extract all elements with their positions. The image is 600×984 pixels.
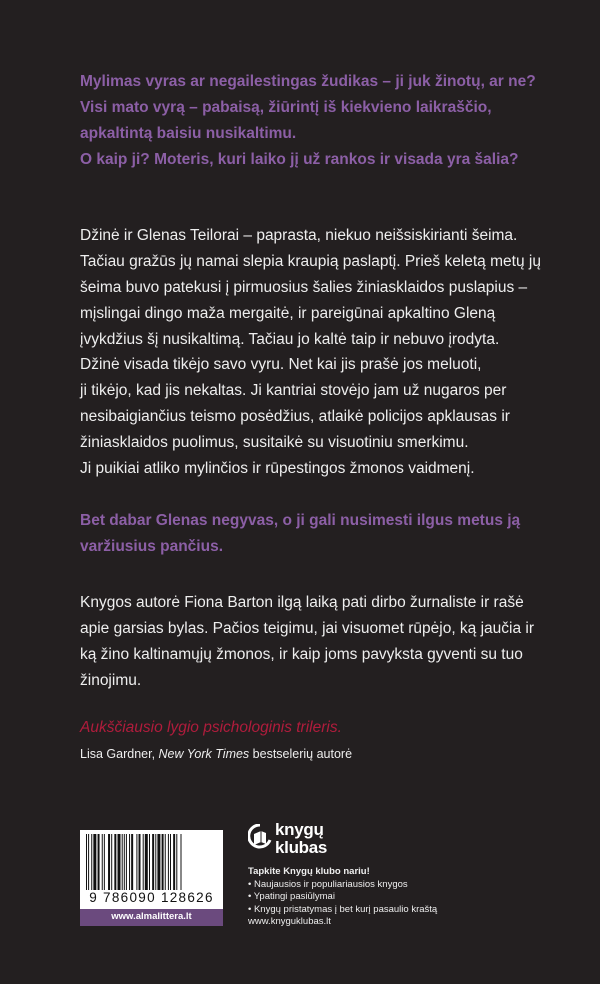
paragraph-line: apie garsias bylas. Pačios teigimu, jai visuomet rūpėjo, ką jaučia ir: [80, 620, 535, 637]
barcode-bar: [114, 834, 116, 890]
paragraph-line: šeima buvo patekusi į pirmuosius šalies žiniasklaidos puslapius –: [80, 279, 528, 296]
barcode-bar: [145, 834, 148, 890]
barcode-bar: [139, 834, 141, 890]
barcode-bar: [86, 834, 87, 890]
barcode-bar: [131, 834, 133, 890]
barcode-bar: [91, 834, 92, 890]
barcode-bar: [157, 834, 160, 890]
barcode-bar: [155, 834, 156, 890]
barcode-bar: [176, 834, 177, 890]
barcode-bar: [111, 834, 112, 890]
book-club-icon: [248, 824, 272, 854]
paragraph-line: Džinė ir Glenas Teilorai – paprasta, niekuo neišsiskirianti šeima.: [80, 227, 518, 244]
barcode-bar: [181, 834, 182, 890]
publisher-url[interactable]: www.almalittera.lt: [111, 911, 192, 922]
barcode-bars: [86, 834, 217, 890]
barcode-bar: [108, 834, 110, 890]
barcode-bar: [88, 834, 89, 890]
hook-line: apkaltintą baisiu nusikaltimu.: [80, 125, 297, 142]
publisher-url-bar: [80, 909, 223, 926]
barcode-bar: [102, 834, 103, 890]
logo-text-line2: klubas: [275, 838, 328, 857]
barcode-bar: [122, 834, 123, 890]
barcode-bar: [149, 834, 150, 890]
hook-line: O kaip ji? Moteris, kuri laiko jį už rankos ir visada yra šalia?: [80, 151, 519, 168]
club-benefit: • Knygų pristatymas į bet kurį pasaulio kraštą: [248, 903, 438, 915]
reviewer-title: bestselerių autorė: [252, 747, 353, 761]
barcode-bar: [162, 834, 164, 890]
paragraph-line: ji tikėjo, kad jis nekaltas. Ji kantriai stovėjo jam už nugaros per: [80, 382, 507, 399]
barcode-bar: [173, 834, 175, 890]
book-club-logo: [248, 820, 338, 860]
twist-line: Bet dabar Glenas negyvas, o ji gali nusimesti ilgus metus ją: [80, 512, 521, 529]
paragraph-line: įvykdžius šį nusikaltimą. Tačiau jo kaltė taip ir nebuvo įrodyta.: [80, 331, 500, 348]
hook-line: Visi mato vyrą – pabaisą, žiūrintį iš kiekvieno laikraščio,: [80, 99, 492, 116]
review-quote: Aukščiausio lygio psichologinis trileris.: [80, 719, 342, 736]
barcode-bar: [93, 834, 96, 890]
club-heading: Tapkite Knygų klubo nariu!: [248, 866, 370, 877]
isbn-barcode: [80, 830, 223, 926]
barcode-bar: [152, 834, 154, 890]
hook-line: Mylimas vyras ar negailestingas žudikas – ji juk žinotų, ar ne?: [80, 73, 536, 90]
barcode-bar: [98, 834, 100, 890]
barcode-bar: [118, 834, 121, 890]
reviewer-name: Lisa Gardner,: [80, 747, 156, 761]
club-benefit: • Naujausios ir populiariausios knygos: [248, 878, 408, 890]
synopsis-paragraph-1: [80, 223, 540, 353]
logo-text-line1: knygų: [275, 820, 324, 839]
club-url[interactable]: www.knyguklubas.lt: [248, 916, 331, 927]
paragraph-line: Džinė visada tikėjo savo vyru. Net kai jis prašė jos meluoti,: [80, 356, 482, 373]
reviewer-publication: New York Times: [158, 747, 250, 761]
isbn-number: 9 786090 128626: [89, 890, 214, 905]
author-paragraph: [80, 590, 540, 694]
paragraph-line: žiniasklaidos puolimus, susitaikė su visuotiniu smerkimu.: [80, 434, 469, 451]
barcode-bar: [136, 834, 137, 890]
paragraph-line: ką žino kaltinamųjų žmonos, ir kaip joms pavyksta gyventi su tuo: [80, 646, 523, 663]
paragraph-line: Ji puikiai atliko mylinčios ir rūpestingos žmonos vaidmenį.: [80, 460, 475, 477]
hook-paragraph: [80, 69, 540, 173]
barcode-bar: [129, 834, 130, 890]
book-club-info: [248, 866, 548, 929]
barcode-bar: [126, 834, 127, 890]
paragraph-line: nesibaigiančius teismo posėdžius, atlaikė policijos apklausas ir: [80, 408, 510, 425]
paragraph-line: žinojimu.: [80, 672, 142, 689]
twist-line: varžiusius pančius.: [80, 538, 223, 555]
barcode-bar: [124, 834, 125, 890]
paragraph-line: mįslingai dingo maža mergaitė, ir pareigūnai apkaltino Gleną: [80, 305, 496, 322]
paragraph-line: Knygos autorė Fiona Barton ilgą laiką pati dirbo žurnaliste ir rašė: [80, 594, 524, 611]
review-attribution: [80, 745, 540, 763]
twist-paragraph: [80, 508, 540, 560]
barcode-bar: [165, 834, 166, 890]
barcode-bar: [168, 834, 169, 890]
barcode-bar: [170, 834, 171, 890]
barcode-bar: [143, 834, 144, 890]
synopsis-paragraph-2: [80, 352, 540, 482]
barcode-bar: [104, 834, 105, 890]
paragraph-line: Tačiau gražūs jų namai slepia kraupią paslaptį. Prieš keletą metų jų: [80, 253, 541, 270]
club-benefit: • Ypatingi pasiūlymai: [248, 891, 335, 902]
